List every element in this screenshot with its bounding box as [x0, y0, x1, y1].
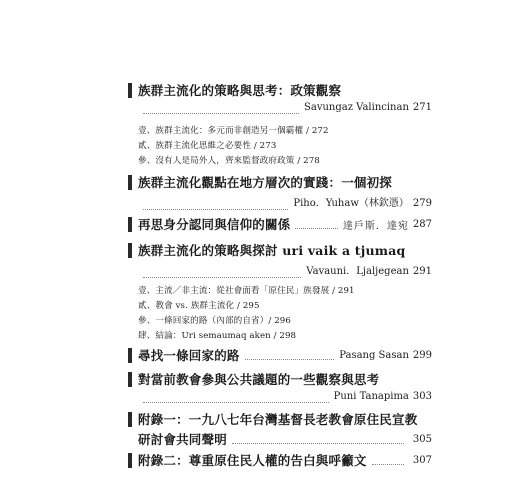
toc-entry[interactable] — [128, 240, 432, 344]
entry-author: Vavauni．Ljaljegean — [306, 266, 409, 277]
entry-title-row — [128, 409, 432, 429]
entry-title[interactable]: 族群主流化觀點在地方層次的實踐：一個初探 — [138, 175, 393, 190]
entry-page-number: 271 — [412, 102, 432, 113]
subsection-item[interactable]: 壹、族群主流化：多元而非創造另一個霸權 / 272 — [138, 126, 329, 136]
entry-subsections — [128, 284, 432, 344]
entry-author-row — [128, 102, 432, 118]
entry-author: 達戶斯．達宛 — [342, 220, 409, 232]
section-marker-bar — [128, 372, 132, 387]
leader-dots — [143, 277, 301, 278]
subsection-item[interactable]: 貳、教會 vs. 族群主流化 / 295 — [138, 301, 260, 311]
subsection-item[interactable]: 參、沒有人是局外人，齊來監督政府政策 / 278 — [138, 156, 320, 166]
leader-dots — [295, 228, 338, 229]
entry-title[interactable]: 族群主流化的策略與探討 uri vaik a tjumaq — [138, 243, 406, 258]
subsection-item[interactable]: 貳、族群主流化思維之必要性 / 273 — [138, 141, 277, 151]
section-marker-bar — [128, 348, 132, 363]
toc-entry[interactable] — [128, 369, 432, 407]
entry-page-number: 299 — [412, 349, 432, 361]
leader-dots — [143, 402, 329, 403]
leader-dots — [232, 443, 404, 444]
toc-entry[interactable] — [128, 80, 432, 169]
subsection-item[interactable]: 肆、結論：Uri semaumaq aken / 298 — [138, 331, 297, 341]
section-marker-bar — [128, 243, 132, 258]
entry-author: Savungaz Valincinan — [304, 102, 409, 113]
subsection-item[interactable]: 壹、主流／非主流：從社會面看「原住民」族發展 / 291 — [138, 286, 355, 296]
leader-dots — [245, 359, 335, 360]
entry-page-number: 287 — [412, 218, 432, 230]
entry-title[interactable]: 對當前教會參與公共議題的一些觀察與思考 — [138, 372, 380, 387]
toc-entry[interactable] — [128, 409, 432, 449]
leader-dots — [372, 464, 404, 465]
section-marker-bar — [128, 175, 132, 190]
toc-entry[interactable] — [128, 345, 432, 365]
entry-title-row — [128, 450, 432, 470]
entry-title-row-2 — [128, 429, 432, 449]
entry-author-row — [128, 391, 432, 407]
entry-title[interactable]: 再思身分認同與信仰的關係 — [138, 217, 291, 232]
toc-entry[interactable] — [128, 450, 432, 470]
toc-entry[interactable] — [128, 214, 432, 234]
entry-author: Piho．Yuhaw（林欽憑） — [293, 198, 409, 209]
entry-title-row — [128, 369, 432, 389]
section-marker-bar — [128, 83, 132, 98]
entry-page-number: 303 — [412, 391, 432, 402]
section-marker-bar — [128, 453, 132, 468]
entry-title[interactable]: 附錄一：一九八七年台灣基督長老教會原住民宣教 — [138, 412, 418, 427]
entry-author-row — [128, 194, 432, 210]
entry-title-row — [128, 345, 432, 365]
entry-page-number: 279 — [412, 198, 432, 209]
entry-author: Puni Tanapima — [333, 391, 409, 402]
leader-dots — [143, 113, 299, 114]
entry-page-number: 291 — [412, 266, 432, 277]
entry-title-line2[interactable]: 研討會共同聲明 — [138, 432, 227, 447]
entry-author: Pasang Sasan — [339, 349, 409, 361]
entry-title[interactable]: 族群主流化的策略與思考：政策觀察 — [138, 83, 342, 98]
entry-title-row — [128, 240, 432, 260]
entry-subsections — [128, 124, 432, 169]
entry-page-number: 307 — [412, 454, 432, 466]
entry-title[interactable]: 尋找一條回家的路 — [138, 348, 240, 363]
entry-title-row — [128, 80, 432, 100]
entry-page-number: 305 — [412, 433, 432, 445]
entry-title-row — [128, 172, 432, 192]
entry-author-row — [128, 262, 432, 278]
toc-entry[interactable] — [128, 172, 432, 210]
section-marker-bar — [128, 217, 132, 232]
section-marker-bar — [128, 412, 132, 427]
entry-title[interactable]: 附錄二：尊重原住民人權的告白與呼籲文 — [138, 453, 367, 468]
subsection-item[interactable]: 參、一條回家的路（內部的自省）/ 296 — [138, 316, 291, 326]
entry-title-row — [128, 214, 432, 234]
leader-dots — [143, 209, 288, 210]
